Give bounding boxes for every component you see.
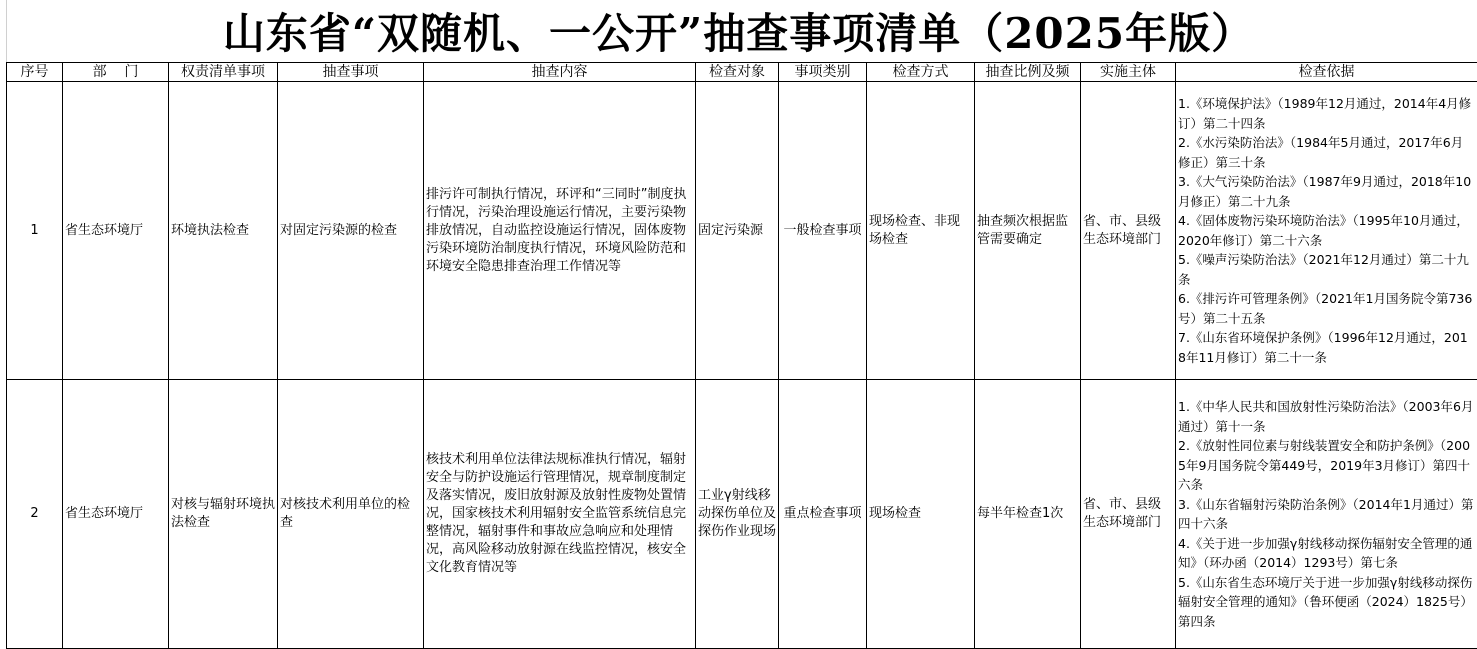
basis-line: 5.《噪声污染防治法》（2021年12月通过）第二十九条 — [1178, 250, 1475, 289]
cell-no[interactable]: 2 — [7, 380, 63, 649]
header-cell-power-item[interactable]: 权责清单事项 — [169, 63, 278, 82]
basis-line: 3.《山东省辐射污染防治条例》（2014年1月通过）第四十六条 — [1178, 495, 1475, 534]
header-cell-check-item[interactable]: 抽查事项 — [278, 63, 424, 82]
header-row — [7, 63, 1477, 82]
cell-dept[interactable]: 省生态环境厅 — [63, 380, 169, 649]
header-cell-subject[interactable]: 实施主体 — [1081, 63, 1176, 82]
cell-subject[interactable]: 省、市、县级生态环境部门 — [1081, 82, 1176, 380]
sheet-title[interactable]: 山东省“双随机、一公开”抽查事项清单（2025年版） — [0, 0, 1477, 62]
cell-object[interactable]: 工业γ射线移动探伤单位及探伤作业现场 — [696, 380, 779, 649]
header-cell-basis[interactable]: 检查依据 — [1176, 63, 1477, 82]
header-cell-ratio[interactable]: 抽查比例及频 — [975, 63, 1081, 82]
basis-line: 2.《放射性同位素与射线装置安全和防护条例》（2005年9月国务院令第449号，2019年3月修订）第四十六条 — [1178, 436, 1475, 495]
cell-check-item[interactable]: 对固定污染源的检查 — [278, 82, 424, 380]
basis-line: 4.《关于进一步加强γ射线移动探伤辐射安全管理的通知》（环办函（2014）1293号）第七条 — [1178, 534, 1475, 573]
basis-line: 6.《排污许可管理条例》（2021年1月国务院令第736号）第二十五条 — [1178, 289, 1475, 328]
cell-object[interactable]: 固定污染源 — [696, 82, 779, 380]
cell-dept[interactable]: 省生态环境厅 — [63, 82, 169, 380]
cell-category[interactable]: 一般检查事项 — [779, 82, 867, 380]
cell-basis[interactable] — [1176, 82, 1477, 380]
header-cell-content[interactable]: 抽查内容 — [424, 63, 696, 82]
cell-content[interactable]: 核技术利用单位法律法规标准执行情况，辐射安全与防护设施运行管理情况，规章制度制定及落实情况，废旧放射源及放射性废物处置情况，国家核技术利用辐射安全监管系统信息完整情况，辐射事件和事故应急响应和处理情况，高风险移动放射源在线监控情况，核安全文化教育情况等 — [424, 380, 696, 649]
header-cell-no[interactable]: 序号 — [7, 63, 63, 82]
header-cell-dept[interactable]: 部 门 — [63, 63, 169, 82]
cell-power-item[interactable]: 环境执法检查 — [169, 82, 278, 380]
cell-subject[interactable]: 省、市、县级生态环境部门 — [1081, 380, 1176, 649]
header-cell-category[interactable]: 事项类别 — [779, 63, 867, 82]
cell-ratio[interactable]: 抽查频次根据监管需要确定 — [975, 82, 1081, 380]
inspection-table — [6, 62, 1477, 649]
basis-line: 7.《山东省环境保护条例》（1996年12月通过，2018年11月修订）第二十一条 — [1178, 328, 1475, 367]
basis-line: 1.《中华人民共和国放射性污染防治法》（2003年6月通过）第十一条 — [1178, 397, 1475, 436]
cell-check-item[interactable]: 对核技术利用单位的检查 — [278, 380, 424, 649]
cell-power-item[interactable]: 对核与辐射环境执法检查 — [169, 380, 278, 649]
header-cell-object[interactable]: 检查对象 — [696, 63, 779, 82]
basis-line: 5.《山东省生态环境厅关于进一步加强γ射线移动探伤辐射安全管理的通知》（鲁环便函（2024）1825号）第四条 — [1178, 573, 1475, 632]
basis-line: 3.《大气污染防治法》（1987年9月通过，2018年10月修正）第二十九条 — [1178, 172, 1475, 211]
cell-content[interactable]: 排污许可制执行情况，环评和“三同时”制度执行情况，污染治理设施运行情况，主要污染物排放情况，自动监控设施运行情况，固体废物污染环境防治制度执行情况，环境风险防范和环境安全隐患排查治理工作情况等 — [424, 82, 696, 380]
table-row — [7, 380, 1477, 649]
cell-basis[interactable] — [1176, 380, 1477, 649]
cell-method[interactable]: 现场检查 — [867, 380, 975, 649]
basis-line: 4.《固体废物污染环境防治法》（1995年10月通过，2020年修订）第二十六条 — [1178, 211, 1475, 250]
basis-line: 1.《环境保护法》（1989年12月通过，2014年4月修订）第二十四条 — [1178, 94, 1475, 133]
cell-category[interactable]: 重点检查事项 — [779, 380, 867, 649]
basis-line: 2.《水污染防治法》（1984年5月通过，2017年6月修正）第三十条 — [1178, 133, 1475, 172]
cell-no[interactable]: 1 — [7, 82, 63, 380]
cell-method[interactable]: 现场检查、非现场检查 — [867, 82, 975, 380]
cell-ratio[interactable]: 每半年检查1次 — [975, 380, 1081, 649]
header-cell-method[interactable]: 检查方式 — [867, 63, 975, 82]
table-row — [7, 82, 1477, 380]
